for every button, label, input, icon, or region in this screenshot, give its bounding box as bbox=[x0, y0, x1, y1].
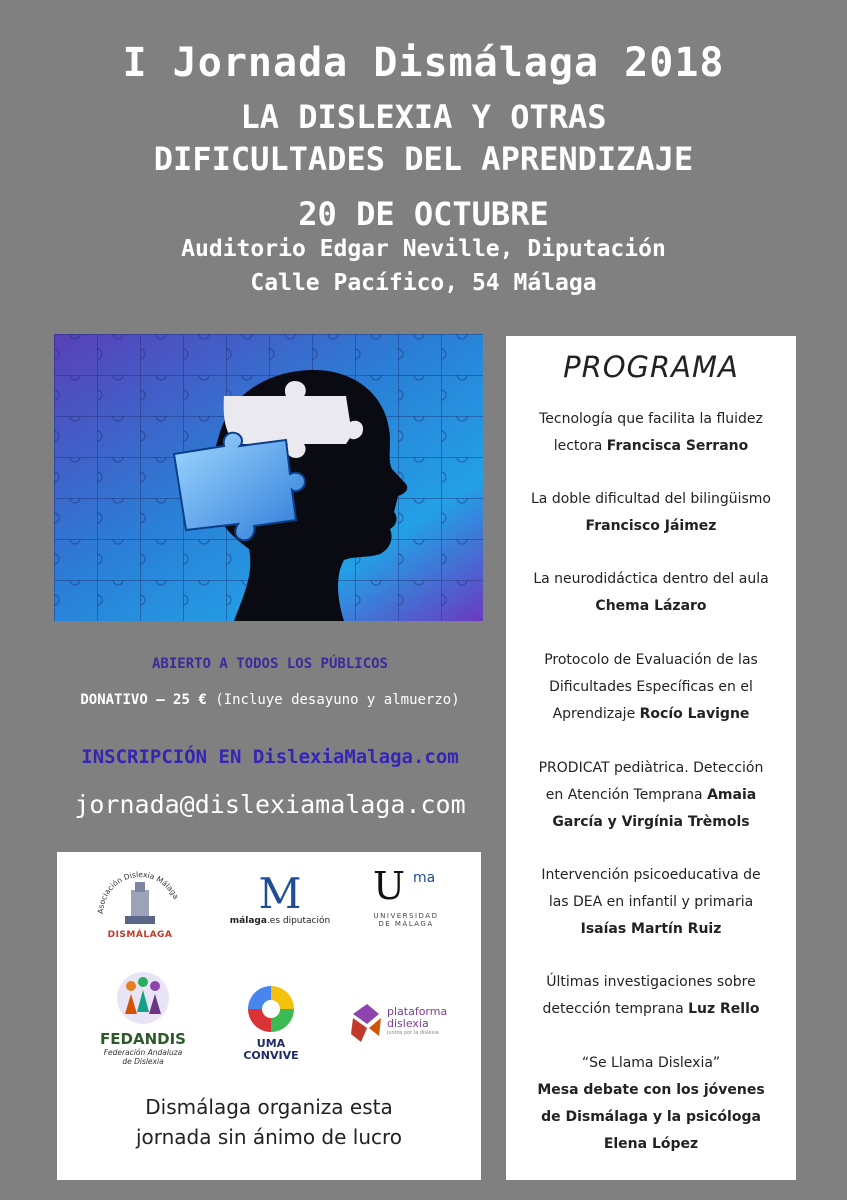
program-item-text: Últimas investigaciones sobre bbox=[546, 974, 756, 990]
program-speaker: Francisca Serrano bbox=[606, 438, 749, 454]
plataforma-text bbox=[387, 1006, 447, 1036]
program-item-text: “Se Llama Dislexia” bbox=[581, 1055, 721, 1071]
adm-name: DISMÁLAGA bbox=[107, 930, 173, 940]
program-speaker: de Dismálaga y la psicóloga bbox=[541, 1109, 761, 1125]
open-to-public: ABIERTO A TODOS LOS PÚBLICOS bbox=[151, 656, 388, 672]
people-star-icon bbox=[113, 970, 173, 1026]
plataforma-line2: dislexia bbox=[387, 1017, 429, 1030]
program-item-text: Intervención psicoeducativa de bbox=[541, 867, 761, 883]
program-item-text: Tecnología que facilita la fluidez bbox=[539, 411, 763, 427]
puzzle-shape-icon bbox=[349, 1000, 383, 1044]
program-item bbox=[512, 566, 790, 620]
donation-label: DONATIVO – 25 € bbox=[80, 692, 207, 708]
event-subtitle-line2: DIFICULTADES DEL APRENDIZAJE bbox=[153, 140, 694, 178]
program-item bbox=[512, 406, 790, 460]
donation-info bbox=[0, 692, 540, 708]
program-item-text: PRODICAT pediàtrica. Detección bbox=[538, 760, 764, 776]
uma-convive-logo bbox=[233, 984, 309, 1074]
program-item-text: Aprendizaje bbox=[552, 706, 640, 722]
program-item bbox=[512, 862, 790, 943]
program-item-text: Protocolo de Evaluación de las bbox=[544, 652, 758, 668]
program-speaker: Francisco Jáimez bbox=[585, 518, 717, 534]
plataforma-line1: plataforma bbox=[387, 1005, 448, 1018]
program-speaker: Luz Rello bbox=[688, 1001, 760, 1017]
program-item-text: en Atención Temprana bbox=[545, 787, 708, 803]
sponsors-box bbox=[57, 852, 481, 1180]
program-speaker: Isaías Martín Ruiz bbox=[580, 921, 722, 937]
event-address: Calle Pacífico, 54 Málaga bbox=[250, 270, 597, 296]
event-venue: Auditorio Edgar Neville, Diputación bbox=[181, 236, 666, 262]
program-speaker: García y Virgínia Trèmols bbox=[552, 814, 750, 830]
program-item bbox=[512, 969, 790, 1023]
event-subtitle-line1: LA DISLEXIA Y OTRAS bbox=[240, 98, 607, 136]
plataforma-dislexia-logo bbox=[349, 1000, 459, 1050]
uma-logo bbox=[361, 864, 451, 942]
program-speaker: Amaia bbox=[707, 787, 757, 803]
malaga-diputacion-logo bbox=[225, 869, 335, 932]
uma-line2: DE MÁLAGA bbox=[378, 920, 434, 928]
colorful-circle-icon bbox=[240, 984, 302, 1034]
program-item-text: Dificultades Específicas en el bbox=[549, 679, 753, 695]
program-item-text: La doble dificultad del bilingüismo bbox=[531, 491, 771, 507]
program-item-text: detección temprana bbox=[542, 1001, 689, 1017]
event-date: 20 DE OCTUBRE bbox=[298, 195, 549, 233]
program-item bbox=[512, 755, 790, 836]
program-speaker: Elena López bbox=[603, 1136, 699, 1152]
program-speaker: Mesa debate con los jóvenes bbox=[537, 1082, 765, 1098]
program-item-text: las DEA en infantil y primaria bbox=[548, 894, 754, 910]
puzzle-head-illustration bbox=[54, 334, 483, 621]
program-panel bbox=[506, 336, 796, 1180]
adm-logo bbox=[95, 864, 185, 944]
sponsor-caption-line1: Dismálaga organiza esta bbox=[145, 1095, 393, 1119]
inscription-link[interactable]: INSCRIPCIÓN EN DislexiaMalaga.com bbox=[81, 746, 459, 768]
uma-mark bbox=[361, 864, 451, 912]
uma-letter: U bbox=[373, 864, 406, 908]
malaga-text bbox=[225, 916, 335, 926]
event-title: I Jornada Dismálaga 2018 bbox=[122, 40, 725, 86]
program-item-line bbox=[512, 433, 790, 460]
lighthouse-icon bbox=[95, 864, 185, 926]
program-item-text: lectora bbox=[553, 438, 607, 454]
fedandis-logo bbox=[93, 970, 193, 1080]
sponsor-caption bbox=[57, 1092, 481, 1152]
malaga-letter: M bbox=[258, 869, 302, 918]
fedandis-sub1: Federación Andaluza bbox=[103, 1048, 183, 1057]
malaga-text-rest: .es diputación bbox=[266, 916, 331, 926]
sponsor-caption-line2: jornada sin ánimo de lucro bbox=[135, 1125, 403, 1149]
uma-line1: UNIVERSIDAD bbox=[373, 912, 439, 920]
fedandis-name: FEDANDIS bbox=[100, 1030, 186, 1048]
uma-convive-line1: UMA bbox=[256, 1037, 286, 1050]
adm-arc-text: Asociación Dislexia Málaga bbox=[95, 869, 181, 915]
fedandis-sub2: de Dislexia bbox=[122, 1057, 164, 1066]
uma-suffix: ma bbox=[413, 870, 436, 886]
program-item bbox=[512, 486, 790, 540]
plataforma-tag: juntos por la dislexia bbox=[387, 1030, 439, 1036]
malaga-text-bold: málaga bbox=[229, 916, 267, 926]
program-speaker: Rocío Lavigne bbox=[639, 706, 750, 722]
program-title: PROGRAMA bbox=[563, 350, 739, 384]
uma-convive-line2: CONVIVE bbox=[243, 1049, 299, 1062]
contact-email[interactable]: jornada@dislexiamalaga.com bbox=[74, 790, 466, 819]
program-item bbox=[512, 1050, 790, 1158]
program-item-text: La neurodidáctica dentro del aula bbox=[533, 571, 769, 587]
donation-note: (Incluye desayuno y almuerzo) bbox=[215, 692, 460, 708]
program-speaker: Chema Lázaro bbox=[595, 598, 707, 614]
program-item bbox=[512, 647, 790, 728]
